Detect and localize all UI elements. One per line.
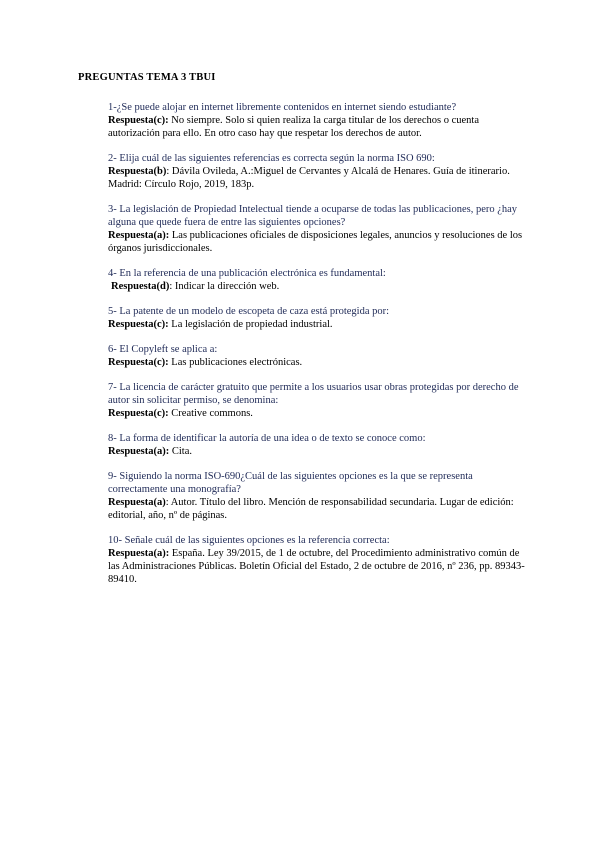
question-text: 7- La licencia de carácter gratuito que permite a los usuarios usar obras protegidas por derecho de autor sin solicitar permiso, se denomina: [108, 382, 519, 406]
answer-text [108, 496, 528, 522]
answer-body: Cita. [169, 446, 192, 457]
question-list [108, 101, 528, 598]
answer-text [108, 229, 528, 255]
answer-label: Respuesta(a): [108, 230, 170, 241]
answer-body: : Indicar la dirección web. [169, 281, 280, 292]
question-text: 9- Siguiendo la norma ISO-690¿Cuál de las siguientes opciones es la que se representa correctamente una monografía? [108, 471, 473, 495]
answer-label: Respuesta(c): [108, 408, 169, 419]
question-item [108, 432, 528, 458]
answer-text [108, 356, 528, 369]
question-text: 10- Señale cuál de las siguientes opciones es la referencia correcta: [108, 535, 390, 546]
answer-label: Respuesta(c): [108, 319, 169, 330]
answer-label: Respuesta(c): [108, 115, 169, 126]
answer-body: : Dávila Ovileda, A.:Miguel de Cervantes y Alcalá de Henares. Guía de itinerario. Madrid: Círculo Rojo, 2019, 183p. [108, 166, 510, 190]
question-text: 5- La patente de un modelo de escopeta de caza está protegida por: [108, 306, 390, 317]
answer-label: Respuesta(a): [108, 446, 170, 457]
question-item [108, 381, 528, 420]
answer-body: España. Ley 39/2015, de 1 de octubre, del Procedimiento administrativo común de las Administraciones Públicas. Boletín Oficial del Estado, 2 de octubre de 2016, nº 236, pp. 89343-89410. [108, 548, 525, 585]
answer-label: Respuesta(c): [108, 357, 169, 368]
answer-body: Las publicaciones electrónicas. [168, 357, 303, 368]
question-item [108, 470, 528, 522]
answer-label: Respuesta(a) [108, 497, 166, 508]
question-item [108, 305, 528, 331]
question-text: 2- Elija cuál de las siguientes referencias es correcta según la norma ISO 690: [108, 153, 435, 164]
question-text: 4- En la referencia de una publicación electrónica es fundamental: [108, 268, 386, 279]
answer-label: Respuesta(b) [108, 166, 167, 177]
question-item [108, 203, 528, 255]
question-item [108, 267, 528, 293]
answer-text [108, 165, 528, 191]
answer-text [108, 445, 528, 458]
answer-text [108, 547, 528, 586]
question-item [108, 534, 528, 586]
answer-body: No siempre. Solo si quien realiza la carga titular de los derechos o cuenta autorización para ello. En otro caso hay que respetar los derechos de autor. [108, 115, 479, 139]
answer-text [108, 114, 528, 140]
question-text: 3- La legislación de Propiedad Intelectual tiende a ocuparse de todas las publicaciones, pero ¿hay alguna que quede fuera de entre las siguientes opciones? [108, 204, 518, 228]
answer-text [108, 318, 528, 331]
question-text: 6- El Copyleft se aplica a: [108, 344, 218, 355]
question-item [108, 101, 528, 140]
question-item [108, 152, 528, 191]
answer-text [108, 280, 528, 293]
page-title: PREGUNTAS TEMA 3 TBUI [78, 72, 216, 83]
answer-label: Respuesta(a): [108, 548, 170, 559]
answer-body: Creative commons. [168, 408, 253, 419]
question-text: 1-¿Se puede alojar en internet libremente contenidos en internet siendo estudiante? [108, 102, 457, 113]
answer-body: La legislación de propiedad industrial. [168, 319, 333, 330]
question-item [108, 343, 528, 369]
answer-text [108, 407, 528, 420]
answer-body: Las publicaciones oficiales de disposiciones legales, anuncios y resoluciones de los órganos jurisdiccionales. [108, 230, 523, 254]
question-text: 8- La forma de identificar la autoría de una idea o de texto se conoce como: [108, 433, 426, 444]
answer-label: Respuesta(d) [111, 281, 170, 292]
answer-body: : Autor. Título del libro. Mención de responsabilidad secundaria. Lugar de edición: editorial, año, nº de páginas. [108, 497, 514, 521]
